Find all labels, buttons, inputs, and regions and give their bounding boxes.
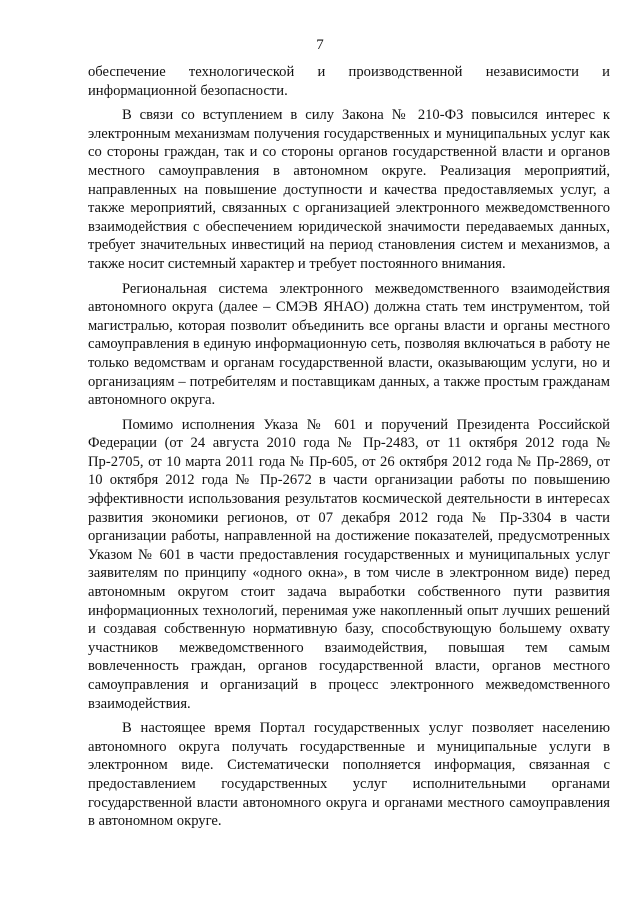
paragraph-law-210: В связи со вступлением в силу Закона № 210-ФЗ повысился интерес к электронным механизмам получения государственных и муниципальных услуг как со стороны граждан, так и со стороны органов государственной власти и органов местного самоуправления в автономном округе. Реализация мероприятий, направленных на повышение доступности и качества предоставляемых услуг, а также мероприятий, связанных с организацией электронного межведомственного взаимодействия с обеспечением юридической значимости передаваемых данных, требует значительных инвестиций на период становления систем и механизмов, а также носит системный характер и требует постоянного внимания.: [88, 107, 610, 272]
paragraph-smev-yanao: Региональная система электронного межведомственного взаимодействия автономного округа (далее – СМЭВ ЯНАО) должна стать тем инструментом, той магистралью, которая позволит объединить все органы власти и органы местного самоуправления в единую информационную сеть, позволяя включаться в работу не только ведомствам и органам государственной власти, оказывающим услуги, но и организациям – потребителям и поставщикам данных, а также простым гражданам автономного округа.: [88, 280, 610, 409]
page-number: 7: [316, 37, 324, 53]
paragraph-continued: обеспечение технологической и производственной независимости и информационной безопасности.: [88, 64, 610, 99]
document-body: [88, 63, 610, 837]
paragraph-decree-601: Помимо исполнения Указа № 601 и поручений Президента Российской Федерации (от 24 августа 2010 года № Пр-2483, от 11 октября 2012 года № Пр-2705, от 10 марта 2011 года № Пр-605, от 26 октября 2012 года № Пр-2869, от 10 октября 2012 года № Пр-2672 в части организации работы по повышению эффективности использования результатов космической деятельности в интересах развития экономики регионов, от 07 декабря 2012 года № Пр-3304 в части организации работы, направленной на достижение показателей, предусмотренных Указом № 601 в части предоставления государственных и муниципальных услуг заявителям по принципу «одного окна», в том числе в электронном виде) перед автономным округом стоит задача выработки собственного пути развития информационных технологий, перенимая уже накопленный опыт лучших решений и создавая собственную нормативную базу, способствующую большему охвату участников межведомственного взаимодействия, повышая тем самым вовлеченность граждан, органов государственной власти, органов местного самоуправления и организаций в процесс электронного межведомственного взаимодействия.: [88, 416, 610, 712]
paragraph-gov-portal: В настоящее время Портал государственных услуг позволяет населению автономного округа получать государственные и муниципальные услуги в электронном виде. Систематически пополняется информация, связанная с предоставлением государственных услуг исполнительными органами государственной власти автономного округа и органами местного самоуправления в автономном округе.: [88, 720, 610, 830]
